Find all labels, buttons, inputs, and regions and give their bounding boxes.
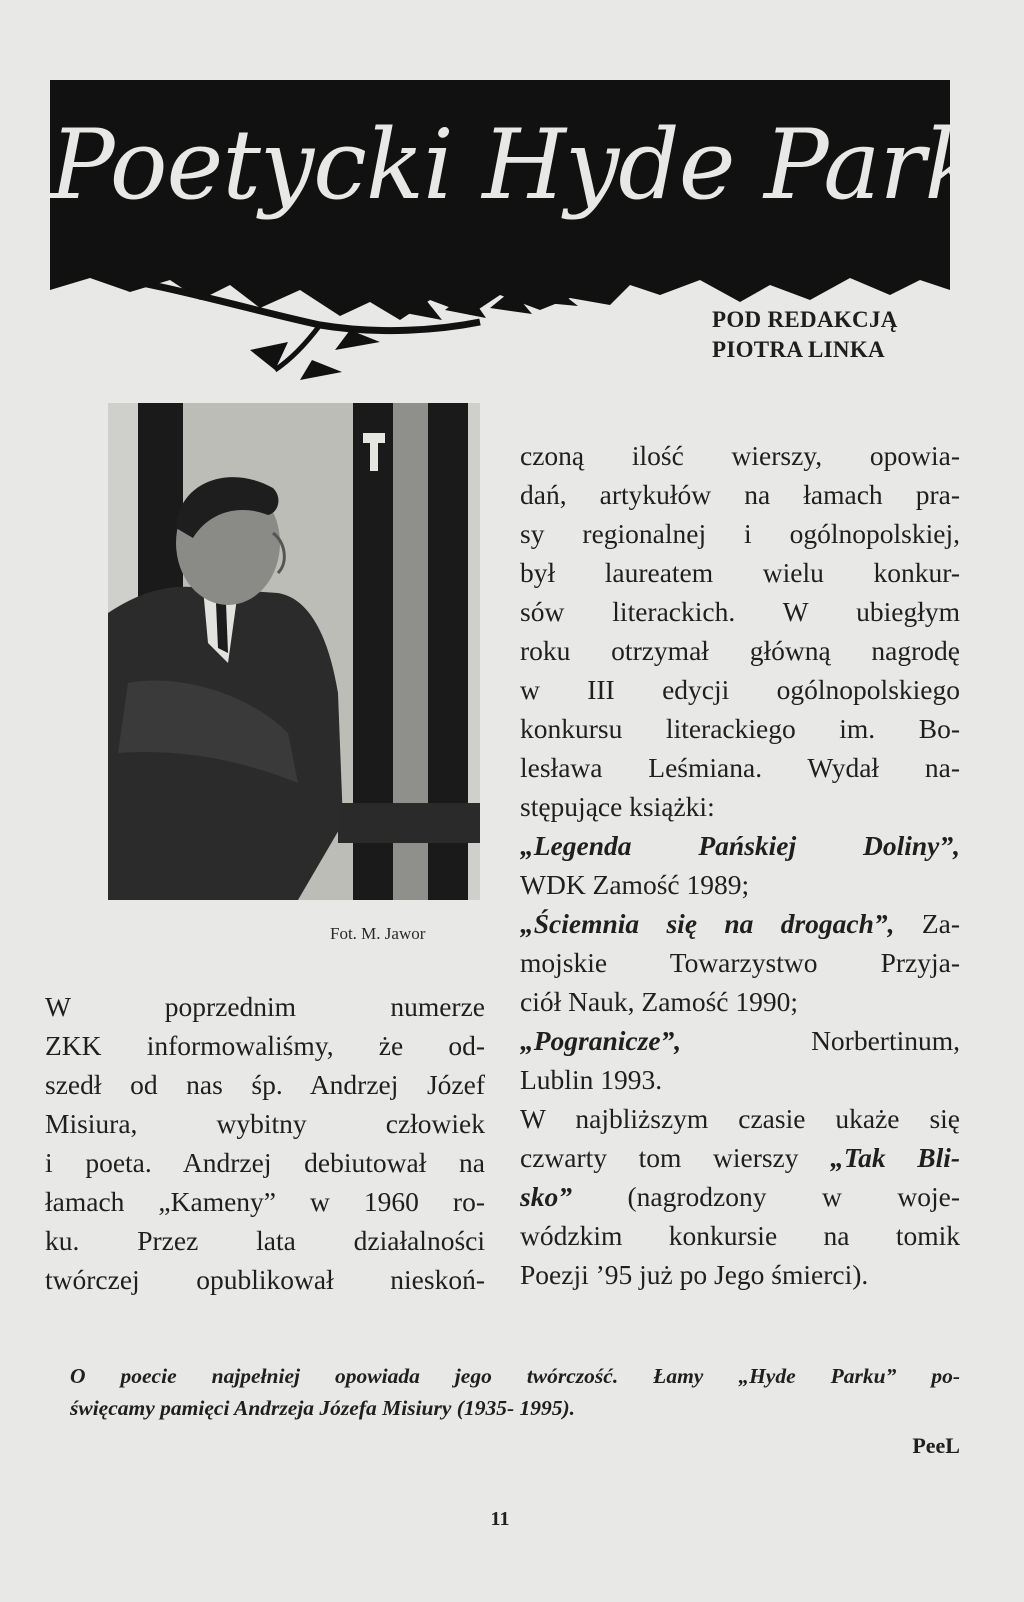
book-publisher: Norbertinum, (681, 1025, 960, 1056)
editorial-note (70, 1360, 960, 1424)
book-title-line (520, 1021, 960, 1060)
text-line: ZKK informowaliśmy, że od- (45, 1030, 485, 1061)
author-photo (108, 403, 480, 900)
text-line: i poeta. Andrzej debiutował na (45, 1147, 485, 1178)
book-title-line (520, 904, 960, 943)
closing-text: czwarty tom wierszy (520, 1142, 831, 1173)
page-number: 11 (490, 1508, 510, 1530)
text-line: Poezji ’95 już po Jego śmierci). (520, 1259, 869, 1290)
text-line: sów literackich. W ubiegłym (520, 596, 960, 627)
book-publisher-line: WDK Zamość 1989; (520, 869, 750, 900)
text-line: mojskie Towarzystwo Przyja- (520, 947, 960, 978)
text-line: konkursu literackiego im. Bo- (520, 713, 960, 744)
text-line: czoną ilość wierszy, opowia- (520, 440, 960, 471)
text-line (520, 1177, 960, 1216)
article-left-column (45, 987, 485, 1299)
text-line: Misiura, wybitny człowiek (45, 1108, 485, 1139)
text-line: w III edycji ogólnopolskiego (520, 674, 960, 705)
book-title: „Tak Bli- (830, 1142, 960, 1173)
book-title: sko” (520, 1181, 572, 1212)
text-line: sy regionalnej i ogólnopolskiej, (520, 518, 960, 549)
editor-line-2: PIOTRA LINKA (712, 337, 885, 362)
article-right-column (520, 436, 960, 1294)
text-line: dań, artykułów na łamach pra- (520, 479, 960, 510)
text-line: szedł od nas śp. Andrzej Józef (45, 1069, 485, 1100)
editor-credit (712, 305, 952, 365)
closing-text: (nagrodzony w woje- (571, 1181, 960, 1212)
signature: PeeL (912, 1433, 960, 1458)
leaf-icon (300, 360, 342, 380)
book-publisher: Za- (894, 908, 960, 939)
book-title-line (520, 826, 960, 865)
book-title: „Ściemnia się na drogach”, (520, 908, 895, 939)
text-line: ku. Przez lata działalności (45, 1225, 485, 1256)
text-line: stępujące książki: (520, 791, 715, 822)
text-line (520, 1138, 960, 1177)
note-line-2: święcamy pamięci Andrzeja Józefa Misiury (1935- 1995). (70, 1396, 576, 1420)
portrait-illustration (108, 403, 480, 900)
photo-credit: Fot. M. Jawor (330, 924, 426, 943)
text-line: W najbliższym czasie ukaże się (520, 1103, 960, 1134)
editor-line-1: POD REDAKCJĄ (712, 307, 898, 332)
text-line: wódzkim konkursie na tomik (520, 1220, 960, 1251)
text-line: lesława Leśmiana. Wydał na- (520, 752, 960, 783)
text-line: twórczej opublikował nieskoń- (45, 1264, 485, 1295)
text-line: roku otrzymał główną nagrodę (520, 635, 960, 666)
text-line: Lublin 1993. (520, 1064, 663, 1095)
text-line: ciół Nauk, Zamość 1990; (520, 986, 798, 1017)
masthead-title: Poetycki Hyde Park (50, 109, 982, 221)
text-line: W poprzednim numerze (45, 991, 485, 1022)
text-line: łamach „Kameny” w 1960 ro- (45, 1186, 485, 1217)
text-line: był laureatem wielu konkur- (520, 557, 960, 588)
book-title: „Pogranicze”, (520, 1025, 682, 1056)
book-title: „Legenda Pańskiej Doliny”, (520, 830, 960, 861)
note-line-1: O poecie najpełniej opowiada jego twórczość. Łamy „Hyde Parku” po- (70, 1364, 960, 1388)
